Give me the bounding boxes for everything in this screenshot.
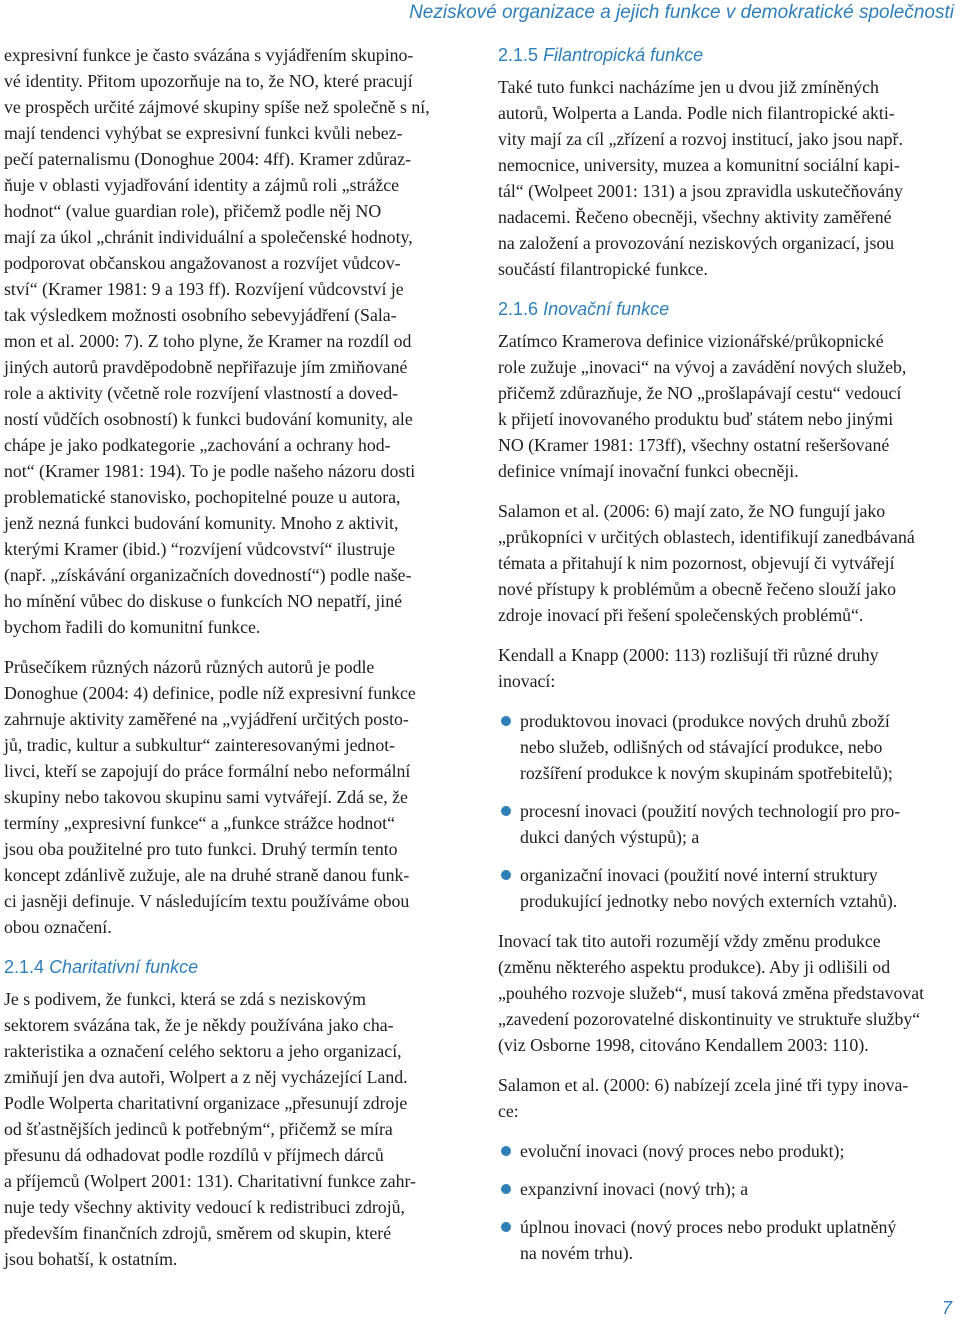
text-line: „průkopníci v určitých oblastech, identifikují zanedbávaná [498,527,915,547]
text-line: ve prospěch určité zájmové skupiny spíše než společně s ní, [4,97,430,117]
text-line: inovací: [498,671,556,691]
bullet-icon [501,806,511,816]
section-heading: 2.1.5 Filantropická funkce [498,45,704,65]
text-line: (změnu některého aspektu produkce). Aby ji odlišili od [498,957,891,977]
text-line: zmiňují jen dva autoři, Wolpert a z něj vycházející Land. [4,1067,408,1087]
text-line: definice vnímají inovační funkci obecněji. [498,461,799,481]
bullet-list [498,708,956,914]
text-line: témata a přitahují k nim pozornost, objevují či vytvářejí [498,553,895,573]
paragraph [498,328,956,484]
text-line: přesunu dá odhadovat podle rozdílů v příjmech dárců [4,1145,384,1165]
text-line: mon et al. 2000: 7). Z toho plyne, že Kramer na rozdíl od [4,331,412,351]
text-line: procesní inovaci (použití nových technologií pro pro- [520,801,901,821]
paragraph [4,654,454,940]
bullet-item [498,862,956,914]
text-line: (např. „získávání organizačních dovedností“) podle naše- [4,565,412,585]
text-line: skupiny nebo takovou skupinu sami vytvářejí. Zdá se, že [4,787,408,807]
text-line: úplnou inovaci (nový proces nebo produkt uplatněný [520,1217,897,1237]
text-line: Inovací tak tito autoři rozumějí vždy změnu produkce [498,931,881,951]
right-column [498,42,956,1266]
text-line: k přijetí inovovaného produktu buď státem nebo jinými [498,409,894,429]
text-line: expresivní funkce je často svázána s vyjádřením skupino- [4,45,414,65]
running-header: Neziskové organizace a jejich funkce v demokratické společnosti [409,2,954,23]
text-line: tál“ (Wolpeet 2001: 131) a jsou zpravidla uskutečňovány [498,181,903,201]
text-line: jsou bohatší, k ostatním. [4,1249,178,1269]
text-line: na založení a provozování neziskových organizací, jsou [498,233,895,253]
text-line: „pouhého rozvoje služeb“, musí taková změna představovat [498,983,925,1003]
text-line: Donoghue (2004: 4) definice, podle níž expresivní funkce [4,683,416,703]
bullet-item [498,708,956,786]
bullet-icon [501,716,511,726]
section-heading: 2.1.6 Inovační funkce [498,299,670,319]
text-line: pečí paternalismu (Donoghue 2004: 4ff). Kramer zdůraz- [4,149,412,169]
paragraph [498,74,956,282]
text-line: ností vůdčích osobností) k funkci budování komunity, ale [4,409,413,429]
text-line: organizační inovaci (použití nové interní struktury [520,865,878,885]
text-line: not“ (Kramer 1981: 194). To je podle našeho názoru dosti [4,461,416,481]
text-line: NO (Kramer 1981: 173ff), všechny ostatní rešeršované [498,435,890,455]
text-line: ho mínění vůbec do diskuse o funkcích NO nepatří, jiné [4,591,403,611]
text-line: livci, kteří se zapojují do práce formální nebo neformální [4,761,411,781]
text-line: evoluční inovaci (nový proces nebo produkt); [520,1141,845,1161]
text-line: na novém trhu). [520,1243,634,1263]
text-line: podporovat občanskou angažovanost a rozvíjet vůdcov- [4,253,401,273]
text-line: vity mají za cíl „zřízení a rozvoj institucí, jako jsou např. [498,129,903,149]
text-line: Podle Wolperta charitativní organizace „přesunují zdroje [4,1093,408,1113]
text-line: ňuje v oblasti vyjadřování identity a zájmů roli „strážce [4,175,400,195]
text-line: rakteristika a označení celého sektoru a jeho organizací, [4,1041,402,1061]
text-line: jsou oba použitelné pro tuto funkci. Druhý termín tento [4,839,398,859]
text-line: chápe je jako podkategorie „zachování a ochrany hod- [4,435,391,455]
text-line: zahrnuje aktivity zaměřené na „vyjádření určitých posto- [4,709,409,729]
bullet-icon [501,1222,511,1232]
text-line: obou označení. [4,917,112,937]
text-line: tak výsledkem možnosti osobního sebevyjádření (Sala- [4,305,397,325]
text-line: vé identity. Přitom upozorňuje na to, že NO, které pracují [4,71,413,91]
text-line: mají za úkol „chránit individuální a společenské hodnoty, [4,227,413,247]
text-line: bychom řadili do komunitní funkce. [4,617,261,637]
paragraph [498,1072,956,1124]
text-line: nadacemi. Řečeno obecněji, všechny aktivity zaměřené [498,207,892,227]
text-line: jiných autorů pravděpodobně nepřiřazuje jím zmiňované [4,357,408,377]
text-line: Salamon et al. (2006: 6) mají zato, že NO fungují jako [498,501,886,521]
text-line: mají tendenci vyhýbat se expresivní funkci kvůli nebez- [4,123,403,143]
text-line: Salamon et al. (2000: 6) nabízejí zcela jiné tři typy inova- [498,1075,909,1095]
paragraph [4,986,454,1272]
text-line: nuje tedy všechny aktivity vedoucí k redistribuci zdrojů, [4,1197,405,1217]
text-line: nemocnice, university, muzea a komunitní sociální kapi- [498,155,900,175]
page-number: 7 [941,1298,952,1318]
section-heading: 2.1.4 Charitativní funkce [4,957,199,977]
text-line: produkující jednotky nebo nových externích vztahů). [520,891,898,911]
bullet-item [498,1176,956,1202]
text-line: rozšíření produkce k novým skupinám spotřebitelů); [520,763,893,783]
text-line: Je s podivem, že funkci, která se zdá s neziskovým [4,989,366,1009]
text-line: součástí filantropické funkce. [498,259,708,279]
text-line: termíny „expresivní funkce“ a „funkce strážce hodnot“ [4,813,396,833]
text-line: produktovou inovaci (produkce nových druhů zboží [520,711,890,731]
left-column [4,42,454,1272]
text-line: Zatímco Kramerova definice vizionářské/průkopnické [498,331,884,351]
text-line: přičemž zdůrazňuje, že NO „prošlapávají cestu“ vedoucí [498,383,902,403]
text-line: Kendall a Knapp (2000: 113) rozlišují tři různé druhy [498,645,879,665]
paragraph [4,42,454,640]
bullet-item [498,798,956,850]
text-line: ství“ (Kramer 1981: 9 a 193 ff). Rozvíjení vůdcovství je [4,279,404,299]
text-line: jů, tradic, kultur a subkultur“ zainteresovanými jednot- [4,735,396,755]
bullet-icon [501,870,511,880]
text-line: nebo služeb, odlišných od stávající produkce, nebo [520,737,883,757]
text-line: role zužuje „inovaci“ na vývoj a zavádění nových služeb, [498,357,907,377]
text-line: jenž nezná funkci budování komunity. Mnoho z aktivit, [4,513,399,533]
text-line: expanzivní inovaci (nový trh); a [520,1179,749,1199]
paragraph [498,928,956,1058]
text-line: zdroje inovací při řešení společenských problémů“. [498,605,864,625]
bullet-item [498,1138,956,1164]
text-line: především finančních zdrojů, směrem od skupin, které [4,1223,392,1243]
text-line: Průsečíkem různých názorů různých autorů je podle [4,657,375,677]
text-line: Také tuto funkci nacházíme jen u dvou již zmíněných [498,77,879,97]
text-line: „zavedení pozorovatelné diskontinuity ve struktuře služby“ [498,1009,921,1029]
text-line: nové přístupy k problémům a obecně řečeno slouží jako [498,579,896,599]
text-line: a příjemců (Wolpert 2001: 131). Charitativní funkce zahr- [4,1171,416,1191]
paragraph [498,642,956,694]
text-line: hodnot“ (value guardian role), přičemž podle něj NO [4,201,382,221]
text-line: kterými Kramer (ibid.) “rozvíjení vůdcovství“ ilustruje [4,539,396,559]
bullet-item [498,1214,956,1266]
text-line: ce: [498,1101,519,1121]
text-line: (viz Osborne 1998, citováno Kendallem 2003: 110). [498,1035,869,1055]
bullet-icon [501,1146,511,1156]
bullet-list [498,1138,956,1266]
text-line: ci jasněji definuje. V následujícím textu používáme obou [4,891,410,911]
paragraph [498,498,956,628]
text-line: dukci daných výstupů); a [520,827,700,847]
text-line: sektorem svázána tak, že je někdy používána jako cha- [4,1015,394,1035]
text-line: autorů, Wolperta a Landa. Podle nich filantropické akti- [498,103,895,123]
bullet-icon [501,1184,511,1194]
text-line: role a aktivity (včetně role rozvíjení vlastností a doved- [4,383,399,403]
text-line: od šťastnějších jedinců k potřebným“, přičemž se míra [4,1119,393,1139]
text-line: koncept zdánlivě zužuje, ale na druhé straně danou funk- [4,865,410,885]
text-line: problematické stanovisko, pochopitelné pouze u autora, [4,487,401,507]
